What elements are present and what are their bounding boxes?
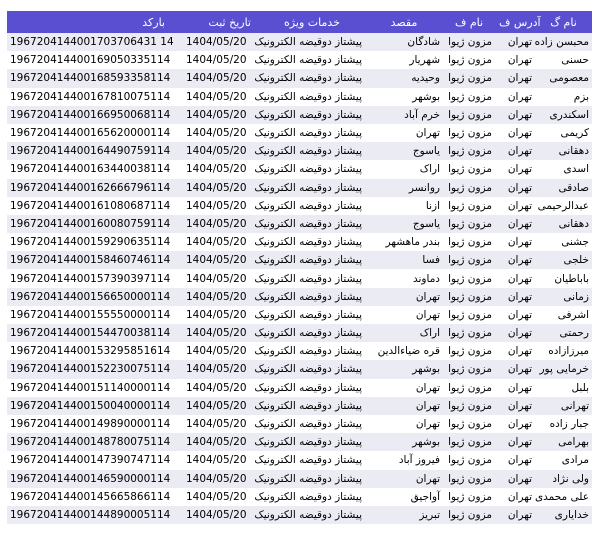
table-row	[7, 215, 592, 233]
table-row	[7, 142, 592, 160]
cell-recipient-name: جبار زاده	[549, 418, 589, 431]
table-row	[7, 488, 592, 506]
cell-recipient-name: صادقی	[558, 181, 589, 194]
cell-recipient-name: جشنی	[561, 236, 589, 249]
cell-service: پیشتاز دوقیضه الکترونیک	[254, 145, 362, 158]
cell-sender-address: تهران	[507, 54, 532, 67]
cell-sender-name: مزون ژیوا	[448, 72, 492, 85]
cell-sender-address: تهران	[507, 163, 532, 176]
cell-sender-address: تهران	[507, 254, 532, 267]
cell-barcode: 196720414400159290635114	[10, 236, 171, 249]
cell-recipient-name: دهقانی	[558, 217, 589, 230]
cell-recipient-name: خرمایی پور	[539, 363, 589, 376]
cell-date: 1404/05/20	[186, 345, 247, 358]
cell-service: پیشتاز دوقیضه الکترونیک	[254, 418, 362, 431]
cell-date: 1404/05/20	[186, 418, 247, 431]
cell-sender-name: مزون ژیوا	[448, 90, 492, 103]
cell-recipient-name: خدایاری	[554, 508, 589, 521]
table-header-row	[7, 11, 592, 33]
cell-service: پیشتاز دوقیضه الکترونیک	[254, 181, 362, 194]
cell-destination: روانسر	[408, 181, 440, 194]
cell-barcode: 196720414400160080759114	[10, 217, 171, 230]
cell-barcode: 196720414400144890005114	[10, 508, 171, 521]
table-row	[7, 197, 592, 215]
cell-destination: بندر ماهشهر	[385, 236, 440, 249]
cell-service: پیشتاز دوقیضه الکترونیک	[254, 508, 362, 521]
cell-service: پیشتاز دوقیضه الکترونیک	[254, 108, 362, 121]
cell-sender-address: تهران	[507, 199, 532, 212]
cell-service: پیشتاز دوقیضه الکترونیک	[254, 127, 362, 140]
cell-service: پیشتاز دوقیضه الکترونیک	[254, 363, 362, 376]
cell-sender-name: مزون ژیوا	[448, 254, 492, 267]
cell-sender-address: تهران	[507, 36, 532, 49]
cell-barcode: 196720414400146590000114	[10, 472, 171, 485]
cell-destination: تهران	[415, 399, 440, 412]
cell-recipient-name: بلبل	[571, 381, 589, 394]
cell-sender-address: تهران	[507, 490, 532, 503]
cell-date: 1404/05/20	[186, 472, 247, 485]
cell-sender-name: مزون ژیوا	[448, 236, 492, 249]
cell-date: 1404/05/20	[186, 90, 247, 103]
cell-destination: اراک	[419, 163, 440, 176]
table-row	[7, 415, 592, 433]
cell-sender-name: مزون ژیوا	[448, 272, 492, 285]
cell-sender-name: مزون ژیوا	[448, 308, 492, 321]
cell-barcode: 196720414400157390397114	[10, 272, 171, 285]
cell-sender-name: مزون ژیوا	[448, 290, 492, 303]
table-row	[7, 233, 592, 251]
cell-date: 1404/05/20	[186, 236, 247, 249]
cell-sender-address: تهران	[507, 72, 532, 85]
cell-destination: فسا	[422, 254, 440, 267]
cell-sender-name: مزون ژیوا	[448, 399, 492, 412]
cell-service: پیشتاز دوقیضه الکترونیک	[254, 90, 362, 103]
cell-sender-address: تهران	[507, 454, 532, 467]
cell-recipient-name: عبدالرحیمی	[537, 199, 589, 212]
header-destination: مقصد	[390, 15, 418, 29]
cell-date: 1404/05/20	[186, 272, 247, 285]
cell-service: پیشتاز دوقیضه الکترونیک	[254, 399, 362, 412]
table-row	[7, 451, 592, 469]
header-barcode: بارکد	[142, 15, 165, 29]
cell-sender-name: مزون ژیوا	[448, 163, 492, 176]
cell-barcode: 196720414400148780075114	[10, 436, 171, 449]
cell-service: پیشتاز دوقیضه الکترونیک	[254, 472, 362, 485]
cell-service: پیشتاز دوقیضه الکترونیک	[254, 381, 362, 394]
cell-barcode: 196720414400158460746114	[10, 254, 171, 267]
header-service: خدمات ویژه	[284, 15, 340, 29]
cell-sender-address: تهران	[507, 399, 532, 412]
cell-service: پیشتاز دوقیضه الکترونیک	[254, 308, 362, 321]
cell-recipient-name: رحمتی	[559, 327, 589, 340]
cell-destination: اراک	[419, 327, 440, 340]
cell-destination: تهران	[415, 418, 440, 431]
cell-barcode: 196720414400149890000114	[10, 418, 171, 431]
cell-recipient-name: تهرانی	[560, 399, 589, 412]
cell-sender-name: مزون ژیوا	[448, 508, 492, 521]
table-row	[7, 160, 592, 178]
cell-date: 1404/05/20	[186, 454, 247, 467]
cell-sender-address: تهران	[507, 308, 532, 321]
cell-recipient-name: حسنی	[561, 54, 589, 67]
cell-sender-address: تهران	[507, 127, 532, 140]
cell-date: 1404/05/20	[186, 399, 247, 412]
cell-sender-name: مزون ژیوا	[448, 327, 492, 340]
cell-date: 1404/05/20	[186, 199, 247, 212]
cell-sender-address: تهران	[507, 181, 532, 194]
cell-sender-address: تهران	[507, 436, 532, 449]
cell-recipient-name: باباطیان	[554, 272, 589, 285]
cell-barcode: 196720414400150040000114	[10, 399, 171, 412]
cell-date: 1404/05/20	[186, 54, 247, 67]
table-row	[7, 506, 592, 524]
cell-destination: یاسوج	[412, 217, 440, 230]
cell-barcode: 196720414400156650000114	[10, 290, 171, 303]
header-sender-name: نام ف	[454, 15, 484, 29]
cell-service: پیشتاز دوقیضه الکترونیک	[254, 272, 362, 285]
cell-service: پیشتاز دوقیضه الکترونیک	[254, 436, 362, 449]
cell-sender-address: تهران	[507, 363, 532, 376]
cell-date: 1404/05/20	[186, 72, 247, 85]
table-row	[7, 360, 592, 378]
cell-barcode: 196720414400153295851614	[10, 345, 171, 358]
cell-date: 1404/05/20	[186, 381, 247, 394]
table-row	[7, 324, 592, 342]
cell-destination: تهران	[415, 308, 440, 321]
cell-barcode: 196720414400164490759114	[10, 145, 171, 158]
cell-date: 1404/05/20	[186, 163, 247, 176]
cell-date: 1404/05/20	[186, 327, 247, 340]
table-row	[7, 397, 592, 415]
cell-destination: تهران	[415, 290, 440, 303]
table-row	[7, 306, 592, 324]
cell-destination: قره ضیاءالدین	[377, 345, 440, 358]
cell-date: 1404/05/20	[186, 490, 247, 503]
cell-sender-address: تهران	[507, 418, 532, 431]
cell-destination: وحیدیه	[411, 72, 440, 85]
table-row	[7, 379, 592, 397]
cell-service: پیشتاز دوقیضه الکترونیک	[254, 254, 362, 267]
cell-sender-address: تهران	[507, 272, 532, 285]
cell-service: پیشتاز دوقیضه الکترونیک	[254, 490, 362, 503]
cell-sender-address: تهران	[507, 290, 532, 303]
cell-destination: یاسوج	[412, 145, 440, 158]
cell-barcode: 196720414400147390747114	[10, 454, 171, 467]
header-recipient-name: نام گ	[550, 15, 577, 29]
cell-service: پیشتاز دوقیضه الکترونیک	[254, 217, 362, 230]
cell-recipient-name: کریمی	[560, 127, 589, 140]
cell-service: پیشتاز دوقیضه الکترونیک	[254, 163, 362, 176]
cell-service: پیشتاز دوقیضه الکترونیک	[254, 236, 362, 249]
cell-date: 1404/05/20	[186, 145, 247, 158]
cell-date: 1404/05/20	[186, 363, 247, 376]
cell-sender-name: مزون ژیوا	[448, 363, 492, 376]
cell-barcode: 196720414400155550000114	[10, 308, 171, 321]
cell-sender-address: تهران	[507, 508, 532, 521]
cell-sender-name: مزون ژیوا	[448, 199, 492, 212]
cell-recipient-name: علی محمدی	[534, 490, 589, 503]
cell-sender-name: مزون ژیوا	[448, 108, 492, 121]
table-row	[7, 269, 592, 287]
cell-sender-name: مزون ژیوا	[448, 145, 492, 158]
cell-sender-address: تهران	[507, 236, 532, 249]
table-row	[7, 342, 592, 360]
cell-sender-name: مزون ژیوا	[448, 418, 492, 431]
cell-recipient-name: محبسن زاده	[534, 36, 589, 49]
cell-date: 1404/05/20	[186, 36, 247, 49]
cell-sender-address: تهران	[507, 345, 532, 358]
cell-date: 1404/05/20	[186, 308, 247, 321]
cell-barcode: 196720414400169050335114	[10, 54, 171, 67]
cell-sender-address: تهران	[507, 327, 532, 340]
cell-sender-address: تهران	[507, 217, 532, 230]
cell-date: 1404/05/20	[186, 217, 247, 230]
cell-recipient-name: بهرامی	[558, 436, 589, 449]
cell-service: پیشتاز دوقیضه الکترونیک	[254, 345, 362, 358]
cell-destination: آواجیق	[410, 490, 440, 503]
cell-barcode: 196720414400165620000114	[10, 127, 171, 140]
header-sender-address: آدرس ف	[499, 15, 541, 29]
cell-barcode: 196720414400162666796114	[10, 181, 171, 194]
cell-barcode: 196720414400168593358114	[10, 72, 171, 85]
cell-recipient-name: مرادی	[561, 454, 589, 467]
cell-sender-address: تهران	[507, 381, 532, 394]
cell-destination: بوشهر	[412, 436, 440, 449]
cell-recipient-name: زمانی	[563, 290, 589, 303]
cell-service: پیشتاز دوقیضه الکترونیک	[254, 327, 362, 340]
cell-barcode: 196720414400167810075114	[10, 90, 171, 103]
header-date: تاریخ ثبت	[208, 15, 251, 29]
cell-service: پیشتاز دوقیضه الکترونیک	[254, 199, 362, 212]
table-row	[7, 288, 592, 306]
cell-barcode: 196720414400163440038114	[10, 163, 171, 176]
cell-destination: تهران	[415, 472, 440, 485]
table-row	[7, 124, 592, 142]
cell-date: 1404/05/20	[186, 127, 247, 140]
cell-service: پیشتاز دوقیضه الکترونیک	[254, 54, 362, 67]
table-row	[7, 69, 592, 87]
cell-destination: تهران	[415, 381, 440, 394]
cell-service: پیشتاز دوقیضه الکترونیک	[254, 290, 362, 303]
cell-destination: شهریار	[409, 54, 440, 67]
cell-barcode: 196720414400154470038114	[10, 327, 171, 340]
cell-sender-name: مزون ژیوا	[448, 381, 492, 394]
cell-destination: شادگان	[407, 36, 440, 49]
cell-sender-address: تهران	[507, 90, 532, 103]
cell-recipient-name: بزم	[573, 90, 589, 103]
cell-barcode: 196720414400151140000114	[10, 381, 171, 394]
cell-barcode: 196720414400166950068114	[10, 108, 171, 121]
table-row	[7, 51, 592, 69]
cell-sender-name: مزون ژیوا	[448, 217, 492, 230]
cell-sender-name: مزون ژیوا	[448, 436, 492, 449]
table-body	[7, 33, 592, 524]
table-row	[7, 433, 592, 451]
cell-destination: دماوند	[412, 272, 440, 285]
cell-recipient-name: اسکندری	[549, 108, 589, 121]
cell-date: 1404/05/20	[186, 290, 247, 303]
cell-date: 1404/05/20	[186, 181, 247, 194]
cell-destination: تبریز	[419, 508, 440, 521]
cell-recipient-name: اسدی	[563, 163, 589, 176]
table-row	[7, 251, 592, 269]
cell-date: 1404/05/20	[186, 508, 247, 521]
cell-date: 1404/05/20	[186, 436, 247, 449]
cell-recipient-name: اشرفی	[557, 308, 589, 321]
cell-destination: تهران	[415, 127, 440, 140]
cell-destination: فیروز آباد	[398, 454, 440, 467]
cell-sender-name: مزون ژیوا	[448, 472, 492, 485]
cell-sender-name: مزون ژیوا	[448, 490, 492, 503]
cell-destination: ازنا	[425, 199, 440, 212]
cell-recipient-name: میرزازاده	[548, 345, 589, 358]
cell-sender-name: مزون ژیوا	[448, 127, 492, 140]
table-row	[7, 88, 592, 106]
cell-sender-name: مزون ژیوا	[448, 54, 492, 67]
cell-barcode: 1967204144001703706431 14	[10, 36, 174, 49]
table-row	[7, 179, 592, 197]
table-row	[7, 106, 592, 124]
cell-date: 1404/05/20	[186, 108, 247, 121]
cell-sender-name: مزون ژیوا	[448, 345, 492, 358]
cell-sender-name: مزون ژیوا	[448, 454, 492, 467]
cell-destination: بوشهر	[412, 363, 440, 376]
cell-barcode: 196720414400161080687114	[10, 199, 171, 212]
shipment-table	[7, 11, 592, 524]
cell-date: 1404/05/20	[186, 254, 247, 267]
cell-service: پیشتاز دوقیضه الکترونیک	[254, 454, 362, 467]
table-row	[7, 470, 592, 488]
cell-recipient-name: ولی نژاد	[552, 472, 589, 485]
cell-service: پیشتاز دوقیضه الکترونیک	[254, 72, 362, 85]
cell-destination: خرم آباد	[404, 108, 440, 121]
cell-sender-address: تهران	[507, 145, 532, 158]
shipment-sheet	[7, 11, 592, 524]
cell-barcode: 196720414400152230075114	[10, 363, 171, 376]
cell-sender-address: تهران	[507, 108, 532, 121]
cell-recipient-name: دهقانی	[558, 145, 589, 158]
cell-sender-address: تهران	[507, 472, 532, 485]
cell-recipient-name: خلجی	[563, 254, 589, 267]
cell-destination: بوشهر	[412, 90, 440, 103]
cell-service: پیشتاز دوقیضه الکترونیک	[254, 36, 362, 49]
cell-recipient-name: معصومی	[549, 72, 589, 85]
cell-sender-name: مزون ژیوا	[448, 181, 492, 194]
table-row	[7, 33, 592, 51]
cell-barcode: 196720414400145665866114	[10, 490, 171, 503]
cell-sender-name: مزون ژیوا	[448, 36, 492, 49]
